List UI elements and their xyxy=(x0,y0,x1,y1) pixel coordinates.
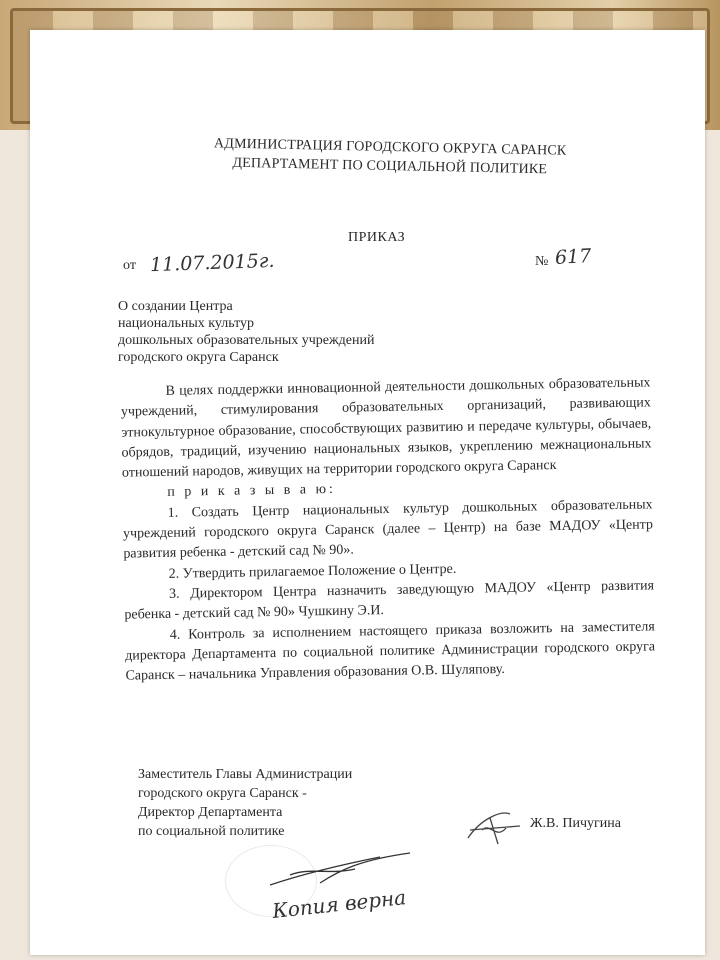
order-item: 1. Создать Центр национальных культур дошкольных образовательных учреждений городского округа Саранск (далее – Центр) на базе МАДОУ «Центр развития ребенка - детский сад № 90». xyxy=(122,497,654,562)
subject-line: О создании Центра xyxy=(118,299,233,314)
header-line-administration: АДМИНИСТРАЦИЯ ГОРОДСКОГО ОКРУГА САРАНСК xyxy=(213,136,567,159)
order-subject xyxy=(118,298,438,366)
position-line: по социальной политике xyxy=(138,824,285,839)
position-line: Заместитель Главы Администрации xyxy=(138,767,353,782)
handwritten-number: 617 xyxy=(554,245,592,269)
position-line: Директор Департамента xyxy=(138,805,283,820)
order-body xyxy=(120,373,655,687)
order-item: 3. Директором Центра назначить заведующую МАДОУ «Центр развития ребенка - детский сад № 90» Чушкину Э.И. xyxy=(124,578,655,623)
document-title: ПРИКАЗ xyxy=(348,230,406,245)
order-item: 2. Утвердить прилагаемое Положение о Центре. xyxy=(168,561,457,582)
header-line-department: ДЕПАРТАМЕНТ ПО СОЦИАЛЬНОЙ ПОЛИТИКЕ xyxy=(232,155,548,178)
copy-certified-note: Копия верна xyxy=(271,885,408,923)
handwritten-signature xyxy=(460,800,530,850)
signatory-position xyxy=(138,765,398,841)
signatory-name: Ж.В. Пичугина xyxy=(530,816,621,831)
subject-line: дошкольных образовательных учреждений xyxy=(118,333,375,348)
order-item: 4. Контроль за исполнением настоящего приказа возложить на заместителя директора Департамента по социальной политике Администрации городского округа Саранск – начальника Управления образования О.В. Шуляпову. xyxy=(125,618,656,684)
subject-line: национальных культур xyxy=(118,316,255,331)
preamble-paragraph: В целях поддержки инновационной деятельности дошкольных образовательных учреждений, стимулирования образовательных организаций, развивающих этнокультурное образование, способствующих развитию и передаче культуры, обычаев, обрядов, традиций, изучению национальных языков, укреплению межнациональных отношений народов, живущих на территории городского округа Саранск xyxy=(120,375,652,481)
position-line: городского округа Саранск - xyxy=(138,786,307,801)
number-label: № xyxy=(535,254,549,269)
copy-signature xyxy=(260,845,440,895)
order-word: п р и к а з ы в а ю: xyxy=(167,482,337,501)
document-page xyxy=(30,30,705,955)
subject-line: городского округа Саранск xyxy=(118,350,279,365)
handwritten-date: 11.07.2015г. xyxy=(149,249,275,277)
date-label: от xyxy=(123,258,136,273)
document-header xyxy=(180,134,601,181)
